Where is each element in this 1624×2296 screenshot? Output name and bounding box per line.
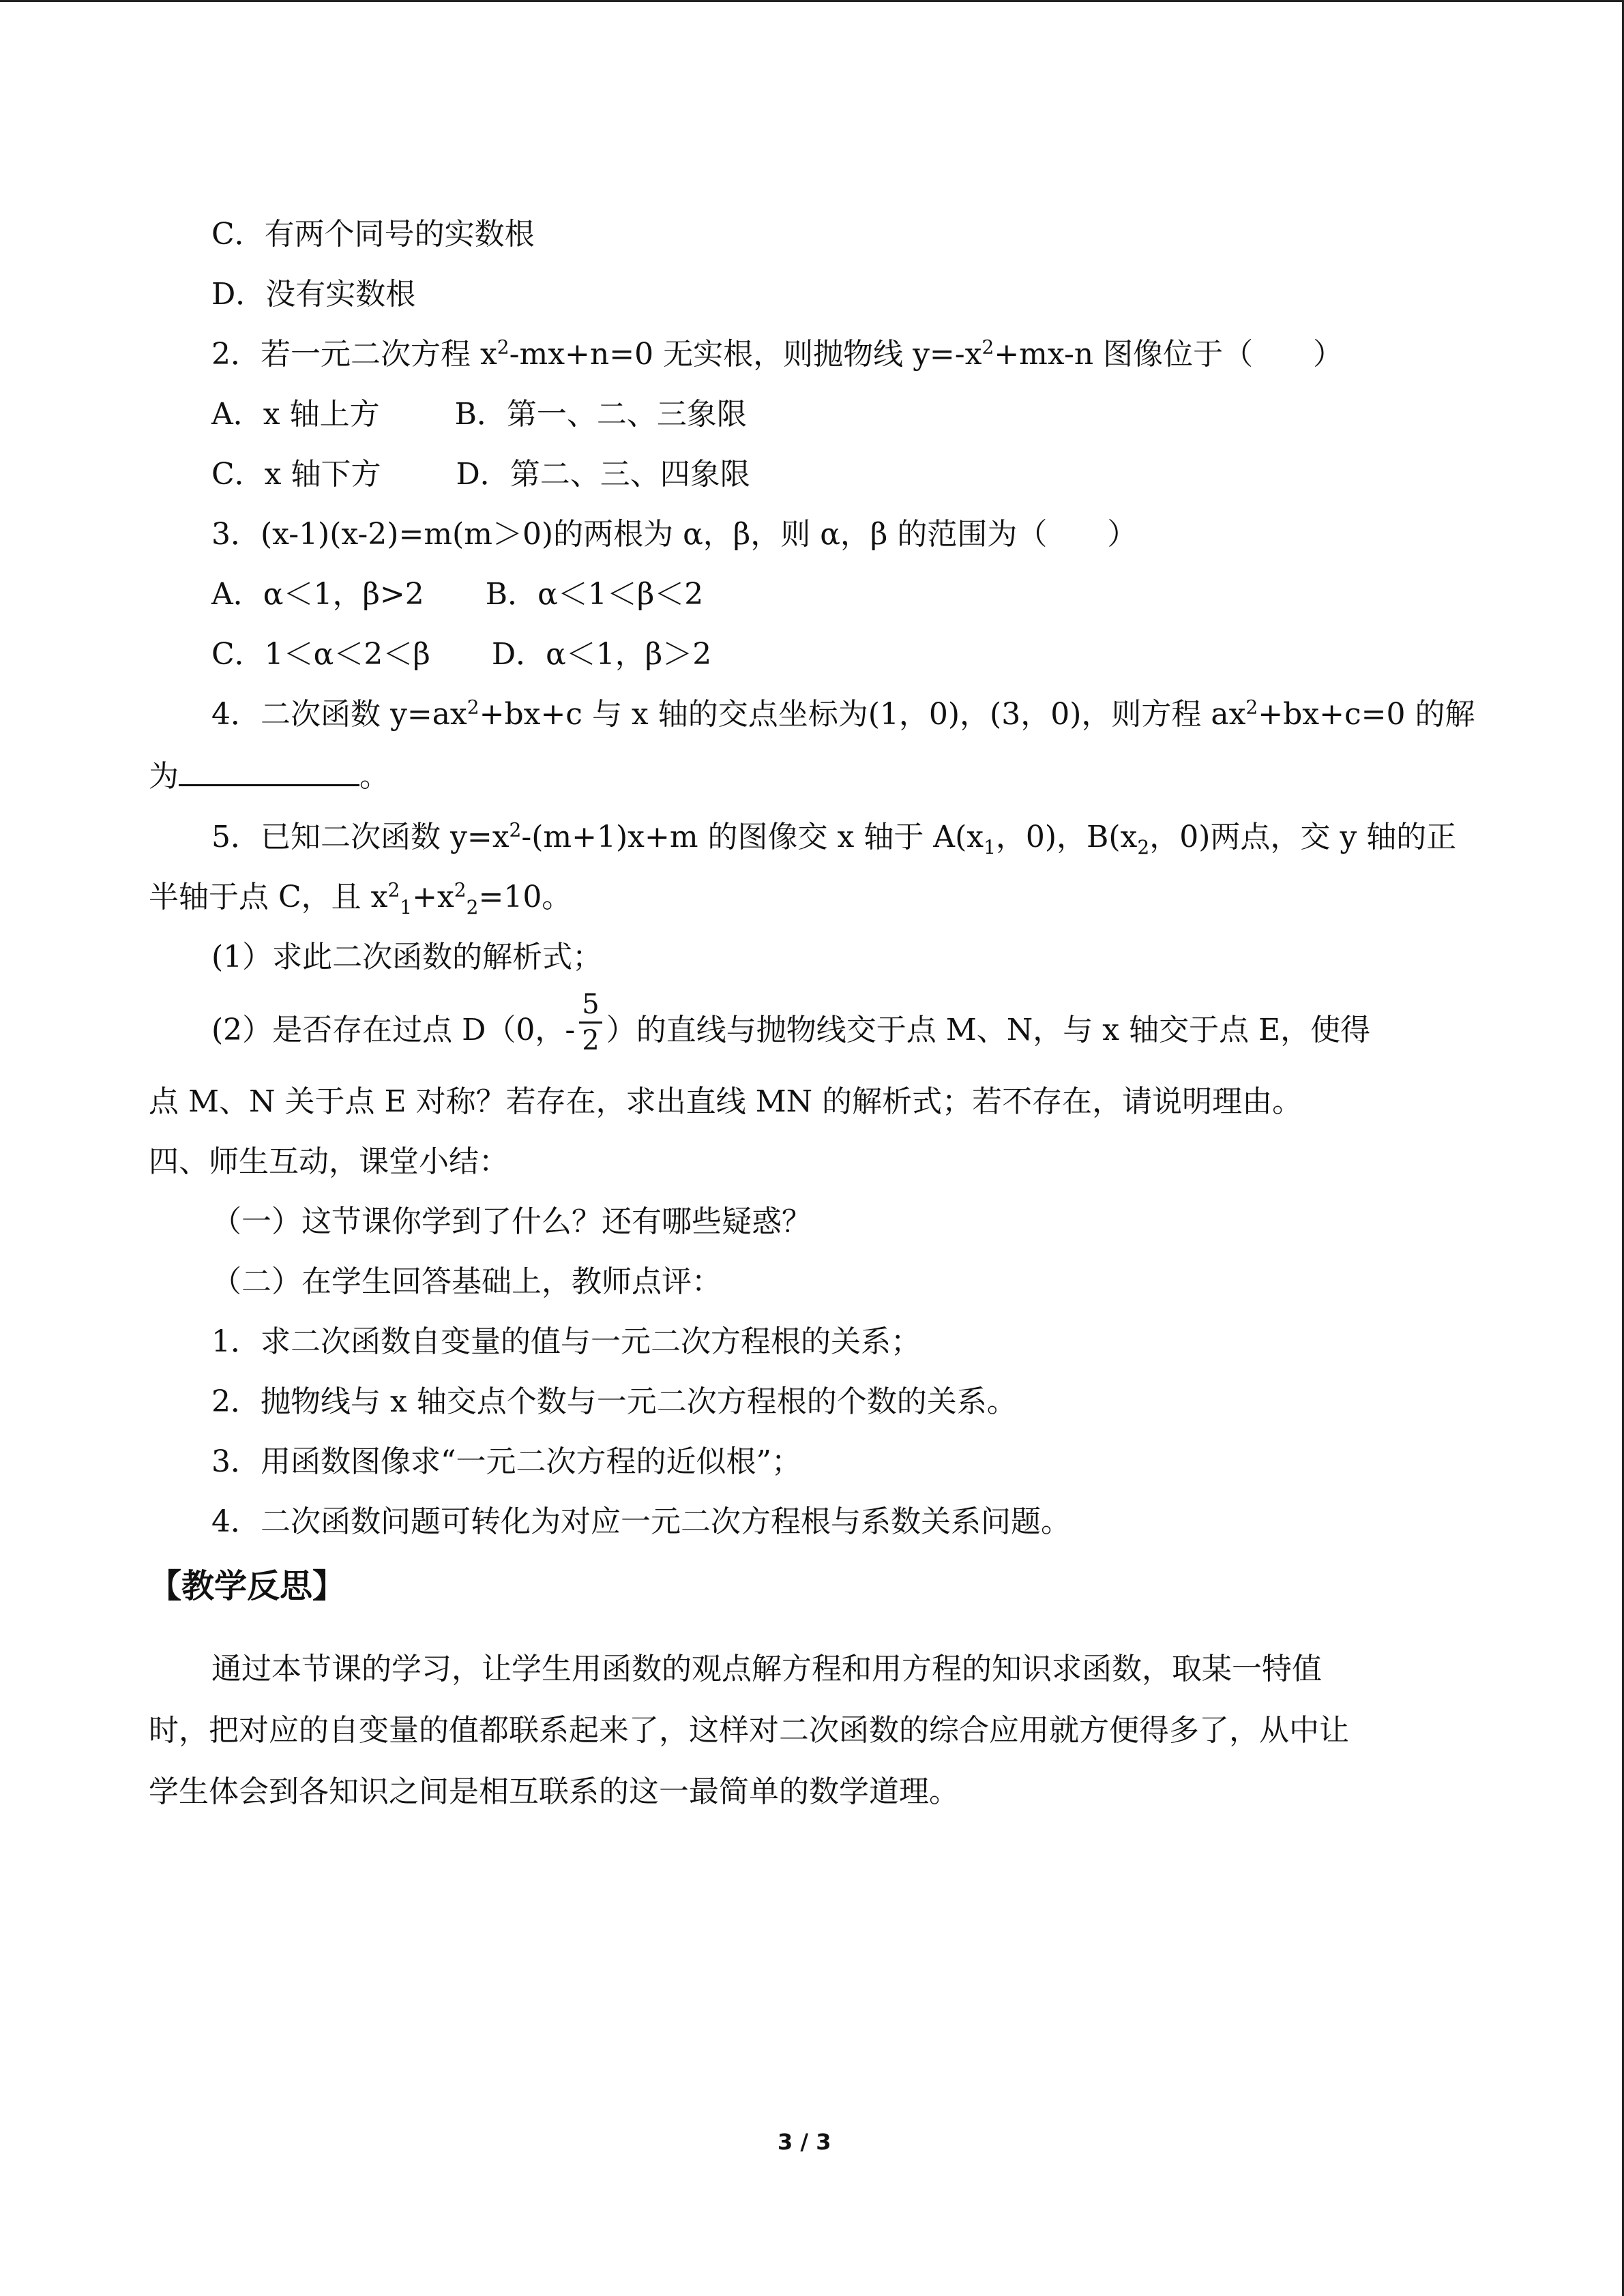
q5-line2: 半轴于点 C，且 $x^2_1+x^2_2=10$。	[149, 878, 572, 919]
q1-option-c: C．有两个同号的实数根	[211, 217, 535, 252]
q1-option-d: D．没有实数根	[211, 277, 416, 312]
q5-part2-line2: 点 M、N 关于点 E 对称？若存在，求出直线 MN 的解析式；若不存在，请说明理由。	[149, 1084, 1303, 1119]
summary-item-3: 3．用函数图像求“一元二次方程的近似根”；	[211, 1444, 801, 1479]
fraction-five-halves: $\frac{5}{2}$	[579, 987, 602, 1058]
section4-title: 四、师生互动，课堂小结：	[149, 1144, 509, 1179]
summary-item-2: 2．抛物线与 x 轴交点个数与一元二次方程根的个数的关系。	[211, 1384, 1017, 1419]
section4-sub1: （一）这节课你学到了什么？还有哪些疑惑？	[211, 1204, 812, 1239]
reflection-line-1: 通过本节课的学习，让学生用函数的观点解方程和用方程的知识求函数，取某一特值	[211, 1652, 1322, 1686]
q5-part2: (2）是否存在过点 D（0，- $\frac{5}{2}$ ）的直线与抛物线交于点 M、N，与 x 轴交于点 E，使得	[211, 989, 1371, 1056]
q2-stem: 2．若一元二次方程 $x^2-mx+n=0$ 无实根，则抛物线 $y=-x^2+mx-n$ 图像位于（ ）	[211, 336, 1344, 372]
q5-line1: 5．已知二次函数 $y=x^2-(m+1)x+m$ 的图像交 x 轴于 $A(x_1$，0)，$B(x_2$，0)两点，交 y 轴的正	[211, 818, 1457, 859]
section4-sub2: （二）在学生回答基础上，教师点评：	[211, 1264, 722, 1299]
q2-options-ab: A．x 轴上方 B．第一、二、三象限	[211, 397, 747, 432]
page-top-border	[0, 0, 1624, 2]
q3-stem: 3．(x-1)(x-2)=m(m＞0)的两根为 α，β，则 α，β 的范围为（ ）	[211, 517, 1138, 552]
summary-item-1: 1．求二次函数自变量的值与一元二次方程根的关系；	[211, 1324, 921, 1359]
q3-options-cd: C．1＜α＜2＜β D．α＜1，β＞2	[211, 637, 712, 672]
q4-line2: 为 。	[149, 754, 389, 797]
q5-part1: (1）求此二次函数的解析式；	[211, 940, 603, 974]
reflection-line-2: 时，把对应的自变量的值都联系起来了，这样对二次函数的综合应用就方便得多了，从中让	[149, 1713, 1349, 1748]
answer-blank[interactable]	[179, 754, 359, 786]
q4-line1: 4．二次函数 $y=ax^2+bx+c$ 与 x 轴的交点坐标为(1，0)，(3，0)，则方程 $ax^2+bx+c=0$ 的解	[211, 696, 1475, 732]
reflection-heading: 【教学反思】	[149, 1567, 346, 1605]
summary-item-4: 4．二次函数问题可转化为对应一元二次方程根与系数关系问题。	[211, 1504, 1071, 1539]
q3-options-ab: A．α＜1，β>2 B．α＜1＜β＜2	[211, 577, 704, 612]
page-number: 3 / 3	[778, 2129, 831, 2155]
q2-options-cd: C．x 轴下方 D．第二、三、四象限	[211, 457, 750, 492]
reflection-line-3: 学生体会到各知识之间是相互联系的这一最简单的数学道理。	[149, 1774, 959, 1809]
